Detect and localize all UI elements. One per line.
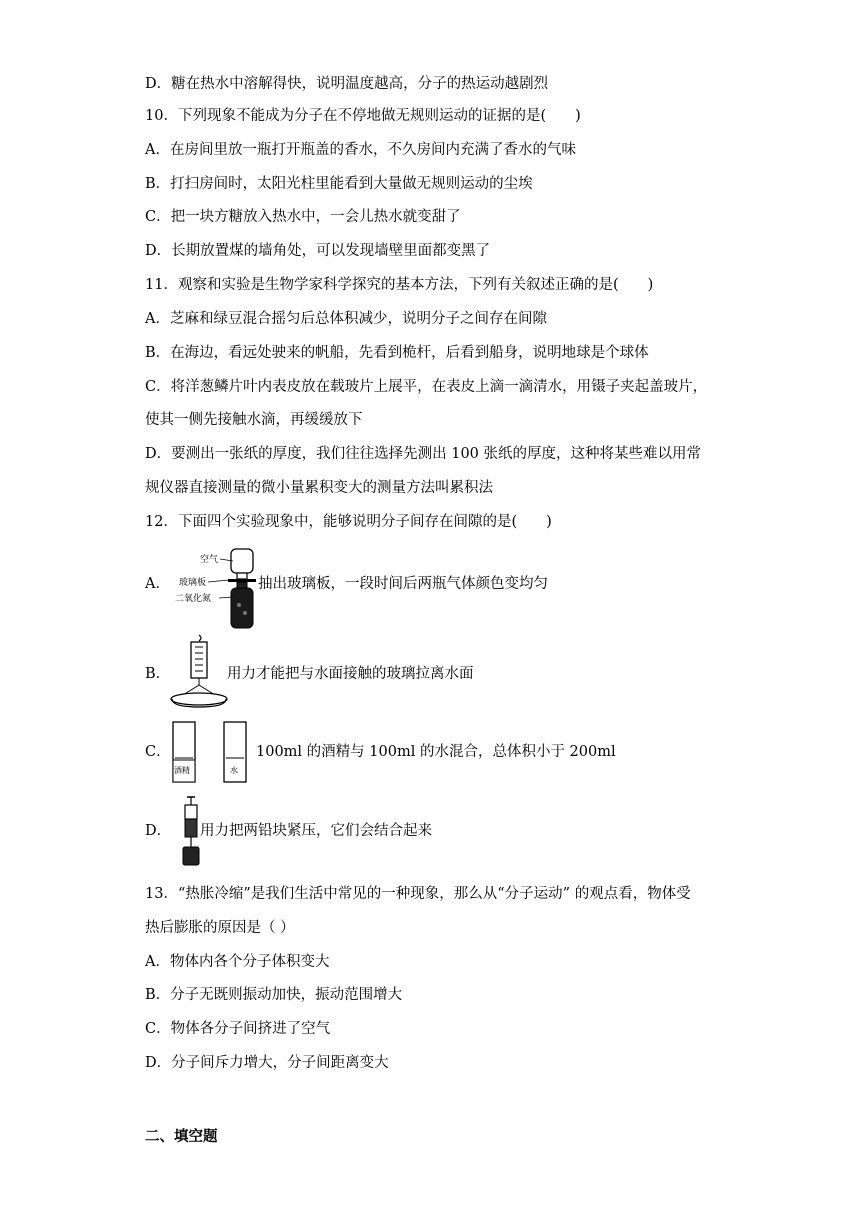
q12-option-d-letter: D． (145, 823, 172, 839)
q12-option-d-text: 用力把两铅块紧压，它们会结合起来 (200, 823, 432, 839)
q12-option-b-letter: B． (145, 666, 171, 682)
fig-label-alcohol: 酒精 (174, 766, 190, 775)
gas-diffusion-figure (173, 545, 263, 631)
q12-option-a (145, 545, 745, 631)
q13-stem-line2: 热后膨胀的原因是（ ） (145, 920, 295, 936)
fig-label-water: 水 (230, 766, 238, 775)
q13-stem-line1: 13．“热胀冷缩”是我们生活中常见的一种现象，那么从“分子运动” 的观点看，物体受 (145, 886, 691, 902)
q13-option-b: B．分子无既则振动加快，振动范围增大 (145, 987, 403, 1003)
fig-label-air: 空气 (200, 555, 219, 565)
q12-stem: 12．下面四个实验现象中，能够说明分子间存在间隙的是( ) (145, 514, 552, 530)
q11-option-c-line1: C．将洋葱鳞片叶内表皮放在载玻片上展平，在表皮上滴一滴清水，用镊子夹起盖玻片， (145, 379, 708, 395)
q12-option-a-text: 抽出玻璃板，一段时间后两瓶气体颜色变均匀 (258, 576, 548, 592)
q12-option-b-text: 用力才能把与水面接触的玻璃拉离水面 (227, 666, 474, 682)
section-title: 二、填空题 (145, 1128, 218, 1145)
fig-label-glass-plate: 玻璃板 (179, 578, 207, 588)
q12-option-c-text: 100ml 的酒精与 100ml 的水混合，总体积小于 200ml (256, 744, 616, 760)
alcohol-water-figure (169, 718, 259, 788)
q9-option-d: D．糖在热水中溶解得快，说明温度越高，分子的热运动越剧烈 (145, 76, 549, 92)
q13-option-c: C．物体各分子间挤进了空气 (145, 1021, 331, 1037)
spring-balance-figure (169, 633, 229, 709)
q10-option-b: B．打扫房间时，太阳光柱里能看到大量做无规则运动的尘埃 (145, 176, 533, 192)
q11-option-b: B．在海边，看远处驶来的帆船，先看到桅杆，后看到船身，说明地球是个球体 (145, 345, 649, 361)
q13-option-a: A．物体内各个分子体积变大 (145, 954, 330, 970)
q11-option-c-line2: 使其一侧先接触水滴，再缓缓放下 (145, 412, 363, 428)
q13-option-d: D．分子间斥力增大，分子间距离变大 (145, 1055, 389, 1071)
q12-option-a-letter: A． (145, 576, 170, 592)
q12-option-c-letter: C． (145, 744, 171, 760)
q11-option-d-line1: D．要测出一张纸的厚度，我们往往选择先测出 100 张纸的厚度，这种将某些难以用常 (145, 446, 702, 462)
q10-option-d: D．长期放置煤的墙角处，可以发现墙壁里面都变黑了 (145, 243, 491, 259)
q12-option-c (145, 718, 745, 788)
q11-option-d-line2: 规仪器直接测量的微小量累积变大的测量方法叫累积法 (145, 480, 493, 496)
fig-label-no2: 二氧化氮 (175, 594, 212, 604)
q12-option-d (145, 795, 745, 867)
q12-option-b (145, 633, 745, 709)
q11-option-a: A．芝麻和绿豆混合摇匀后总体积减少，说明分子之间存在间隙 (145, 311, 547, 327)
q10-option-a: A．在房间里放一瓶打开瓶盖的香水，不久房间内充满了香水的气味 (145, 142, 576, 158)
q10-option-c: C．把一块方糖放入热水中，一会儿热水就变甜了 (145, 209, 461, 225)
q11-stem: 11．观察和实验是生物学家科学探究的基本方法，下列有关叙述正确的是( ) (145, 277, 654, 293)
q10-stem: 10．下列现象不能成为分子在不停地做无规则运动的证据的是( ) (145, 108, 581, 124)
